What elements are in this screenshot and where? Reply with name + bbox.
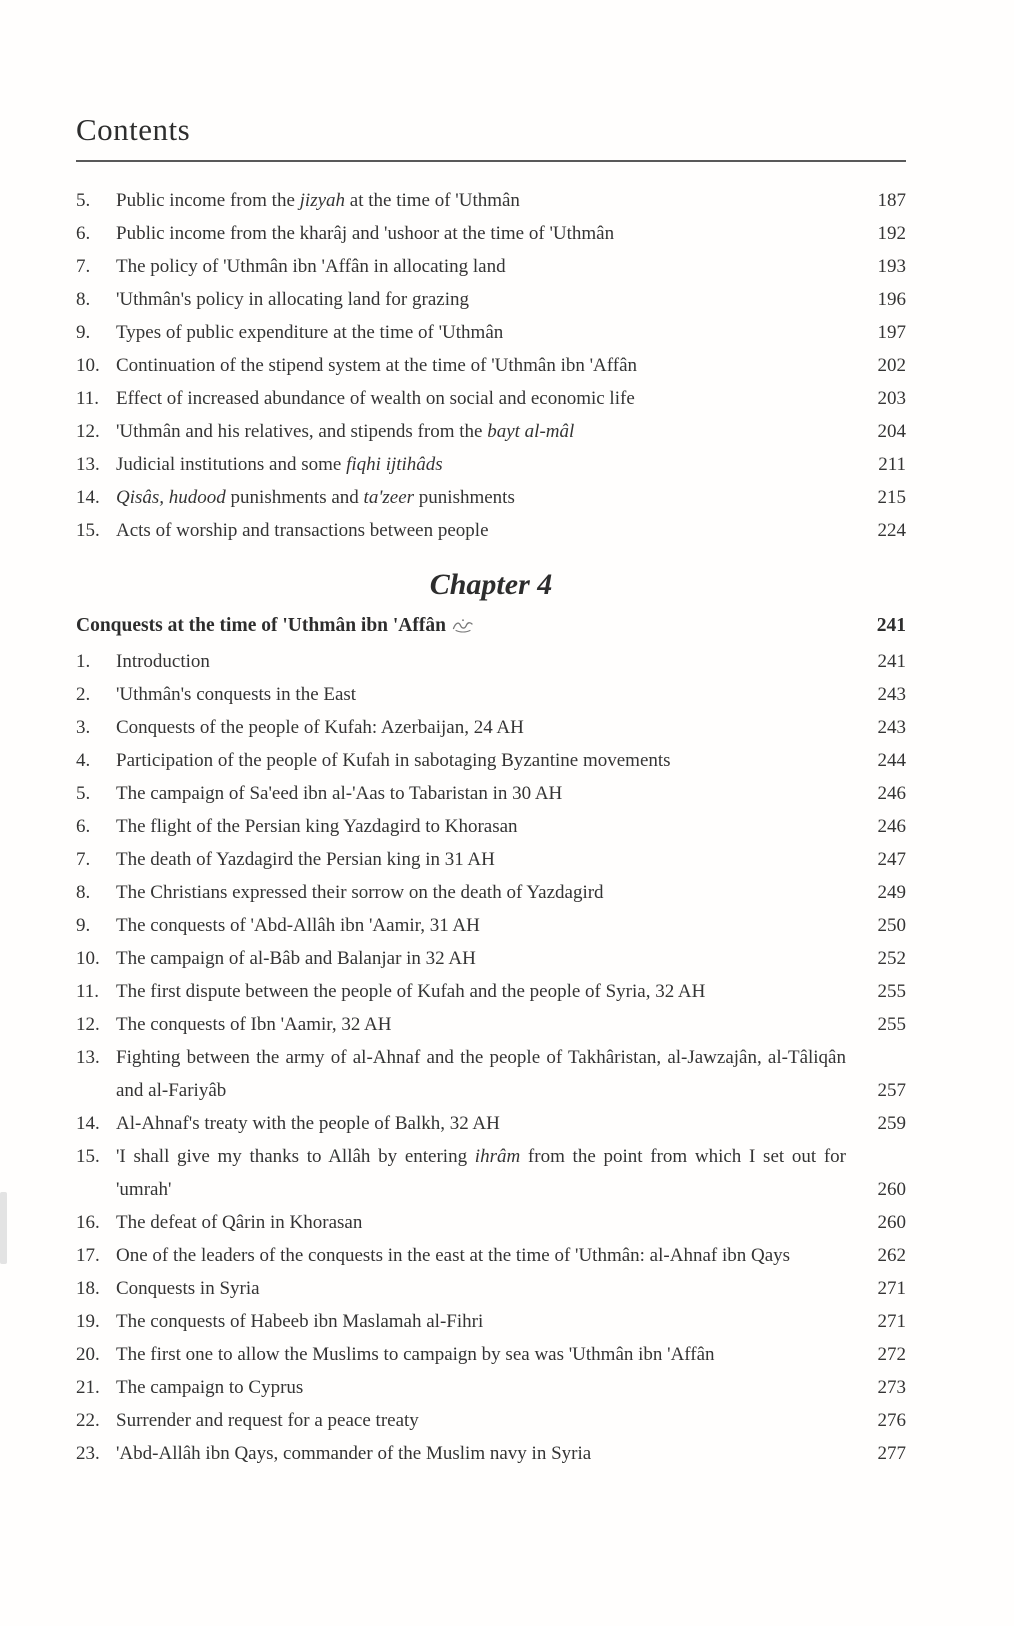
entry-number: 12. xyxy=(76,421,100,442)
entry-page: 255 xyxy=(877,981,906,1002)
toc-entry xyxy=(76,744,906,777)
entry-number: 7. xyxy=(76,256,91,277)
entry-page: 192 xyxy=(877,223,906,244)
entry-number: 1. xyxy=(76,651,91,672)
entry-text-part: from the point from which I set out for 'umrah' xyxy=(116,1146,846,1200)
entry-number: 8. xyxy=(76,289,91,310)
entry-text-part: Types of public expenditure at the time of 'Uthmân xyxy=(116,322,504,343)
entry-text xyxy=(116,1437,860,1470)
entry-text-part: Judicial institutions and some xyxy=(116,454,347,475)
entry-text-part: Introduction xyxy=(116,651,210,672)
entry-number: 15. xyxy=(76,520,100,541)
entry-number: 4. xyxy=(76,750,91,771)
entry-text-part: Conquests in Syria xyxy=(116,1278,260,1299)
entry-page: 276 xyxy=(877,1410,906,1431)
entry-page: 259 xyxy=(877,1113,906,1134)
toc-entry xyxy=(76,1272,906,1305)
entry-text-part: 'I shall give my thanks to Allâh by entering xyxy=(116,1146,475,1167)
entry-text-part: Surrender and request for a peace treaty xyxy=(116,1410,419,1431)
entry-text xyxy=(116,1371,860,1404)
toc-entry xyxy=(76,481,906,514)
toc-entry xyxy=(76,975,906,1008)
entry-text xyxy=(116,184,860,217)
toc-entry xyxy=(76,1140,906,1206)
entry-page: 271 xyxy=(877,1278,906,1299)
entry-number: 11. xyxy=(76,981,100,1002)
toc-entry xyxy=(76,448,906,481)
entry-number: 9. xyxy=(76,915,91,936)
toc-entry xyxy=(76,283,906,316)
entry-text-part: bayt al-mâl xyxy=(487,421,575,442)
entry-text-part: punishments xyxy=(414,487,515,508)
entry-text xyxy=(116,744,860,777)
entry-text-part: jizyah xyxy=(299,190,346,211)
toc-entry xyxy=(76,876,906,909)
entry-text xyxy=(116,678,860,711)
toc-entry xyxy=(76,909,906,942)
toc-entry xyxy=(76,942,906,975)
chapter-title: Conquests at the time of 'Uthmân ibn 'Affân xyxy=(76,615,446,636)
entry-text xyxy=(116,810,860,843)
entry-text-part: fiqhi ijtihâds xyxy=(346,454,443,475)
entry-number: 12. xyxy=(76,1014,100,1035)
entry-page: 243 xyxy=(877,684,906,705)
toc-entry xyxy=(76,250,906,283)
entry-number: 11. xyxy=(76,388,100,409)
entry-text-part: The conquests of 'Abd-Allâh ibn 'Aamir, 31 AH xyxy=(116,915,480,936)
toc-entry xyxy=(76,1371,906,1404)
entry-number: 7. xyxy=(76,849,91,870)
entry-page: 247 xyxy=(877,849,906,870)
entry-text-part: The campaign to Cyprus xyxy=(116,1377,304,1398)
entry-text xyxy=(116,1008,860,1041)
toc-entry xyxy=(76,645,906,678)
entry-number: 14. xyxy=(76,487,100,508)
entry-page: 262 xyxy=(877,1245,906,1266)
toc-entry xyxy=(76,1041,906,1107)
entry-text xyxy=(116,1239,860,1272)
entry-page: 193 xyxy=(877,256,906,277)
entry-page: 272 xyxy=(877,1344,906,1365)
entry-text xyxy=(116,514,860,547)
entry-number: 18. xyxy=(76,1278,100,1299)
toc-entry xyxy=(76,184,906,217)
entry-text-part: at the time of 'Uthmân xyxy=(345,190,520,211)
entry-page: 271 xyxy=(877,1311,906,1332)
toc-entry xyxy=(76,1206,906,1239)
entry-number: 10. xyxy=(76,355,100,376)
entry-text-part: The conquests of Ibn 'Aamir, 32 AH xyxy=(116,1014,392,1035)
entry-page: 257 xyxy=(877,1080,906,1101)
entry-text xyxy=(116,1305,860,1338)
chapter-title-wrap xyxy=(76,609,860,643)
entry-text-part: Participation of the people of Kufah in sabotaging Byzantine movements xyxy=(116,750,671,771)
toc-entry xyxy=(76,777,906,810)
entry-text-part: The conquests of Habeeb ibn Maslamah al-Fihri xyxy=(116,1311,484,1332)
entry-text-part: Effect of increased abundance of wealth on social and economic life xyxy=(116,388,635,409)
entry-text-part: ihrâm xyxy=(474,1146,521,1167)
entry-text xyxy=(116,415,860,448)
entry-page: 273 xyxy=(877,1377,906,1398)
entry-number: 20. xyxy=(76,1344,100,1365)
entry-text-part: The death of Yazdagird the Persian king in 31 AH xyxy=(116,849,495,870)
entry-text xyxy=(116,448,860,481)
entry-text xyxy=(116,1404,860,1437)
entry-number: 5. xyxy=(76,783,91,804)
entry-text xyxy=(116,217,860,250)
saw-calligraphy-icon xyxy=(452,609,474,643)
entry-text-part: The policy of 'Uthmân ibn 'Affân in allocating land xyxy=(116,256,506,277)
entry-page: 246 xyxy=(877,783,906,804)
entry-number: 13. xyxy=(76,1047,100,1068)
entry-text xyxy=(116,777,860,810)
entry-text xyxy=(116,1107,860,1140)
entry-text xyxy=(116,481,860,514)
entry-text xyxy=(116,645,860,678)
entry-page: 211 xyxy=(878,454,906,475)
entry-page: 196 xyxy=(877,289,906,310)
entry-text xyxy=(116,1338,860,1371)
entry-text-part: The first dispute between the people of Kufah and the people of Syria, 32 AH xyxy=(116,981,706,1002)
entry-text xyxy=(116,349,860,382)
entry-page: 250 xyxy=(877,915,906,936)
toc-entry xyxy=(76,1437,906,1470)
entry-text-part: Al-Ahnaf's treaty with the people of Balkh, 32 AH xyxy=(116,1113,500,1134)
entry-text xyxy=(116,975,860,1008)
entry-page: 197 xyxy=(877,322,906,343)
entry-page: 260 xyxy=(877,1212,906,1233)
entry-text-part: punishments and xyxy=(225,487,364,508)
entry-text xyxy=(116,942,860,975)
entry-text-part: The campaign of Sa'eed ibn al-'Aas to Tabaristan in 30 AH xyxy=(116,783,563,804)
toc-entry xyxy=(76,1008,906,1041)
toc-entry xyxy=(76,349,906,382)
entry-text-part: Conquests of the people of Kufah: Azerbaijan, 24 AH xyxy=(116,717,524,738)
entry-number: 6. xyxy=(76,816,91,837)
entry-text-part: 'Uthmân and his relatives, and stipends from the xyxy=(116,421,488,442)
entry-page: 187 xyxy=(877,190,906,211)
entry-text-part: The defeat of Qârin in Khorasan xyxy=(116,1212,363,1233)
entry-text xyxy=(116,876,860,909)
entry-number: 15. xyxy=(76,1146,100,1167)
entry-number: 2. xyxy=(76,684,91,705)
entry-text xyxy=(116,1140,860,1206)
entry-text-part: Continuation of the stipend system at the time of 'Uthmân ibn 'Affân xyxy=(116,355,637,376)
entry-text xyxy=(116,382,860,415)
entry-text xyxy=(116,283,860,316)
toc-entry xyxy=(76,1239,906,1272)
entry-number: 13. xyxy=(76,454,100,475)
entry-text-part: The Christians expressed their sorrow on the death of Yazdagird xyxy=(116,882,604,903)
entry-page: 224 xyxy=(877,520,906,541)
entry-text xyxy=(116,1272,860,1305)
entry-text xyxy=(116,316,860,349)
entry-number: 16. xyxy=(76,1212,100,1233)
entry-page: 252 xyxy=(877,948,906,969)
toc-entry xyxy=(76,382,906,415)
toc-entry xyxy=(76,316,906,349)
entry-number: 23. xyxy=(76,1443,100,1464)
entry-text-part: Acts of worship and transactions between people xyxy=(116,520,489,541)
entry-text-part: 'Uthmân's conquests in the East xyxy=(116,684,357,705)
chapter-title-row xyxy=(76,609,906,643)
entry-page: 203 xyxy=(877,388,906,409)
entry-number: 19. xyxy=(76,1311,100,1332)
entry-text-part: The first one to allow the Muslims to campaign by sea was 'Uthmân ibn 'Affân xyxy=(116,1344,715,1365)
toc-entry xyxy=(76,415,906,448)
entry-text-part: Qisâs, hudood xyxy=(116,487,226,508)
entry-number: 9. xyxy=(76,322,91,343)
entry-text xyxy=(116,1206,860,1239)
entry-text-part: One of the leaders of the conquests in the east at the time of 'Uthmân: al-Ahnaf ibn Qays xyxy=(116,1245,791,1266)
toc-entry xyxy=(76,810,906,843)
entry-page: 246 xyxy=(877,816,906,837)
entry-text xyxy=(116,711,860,744)
entry-page: 215 xyxy=(877,487,906,508)
entry-number: 3. xyxy=(76,717,91,738)
entry-number: 17. xyxy=(76,1245,100,1266)
toc-entry xyxy=(76,1107,906,1140)
entry-page: 255 xyxy=(877,1014,906,1035)
entry-text xyxy=(116,909,860,942)
entry-number: 8. xyxy=(76,882,91,903)
toc-entry xyxy=(76,217,906,250)
entry-page: 249 xyxy=(877,882,906,903)
entry-text-part: The flight of the Persian king Yazdagird to Khorasan xyxy=(116,816,518,837)
entry-page: 277 xyxy=(877,1443,906,1464)
entry-number: 10. xyxy=(76,948,100,969)
toc-entry xyxy=(76,1404,906,1437)
entry-text-part: Fighting between the army of al-Ahnaf and the people of Takhâristan, al-Jawzajân, al-Tâliqân and al-Fariyâb xyxy=(116,1047,846,1101)
entry-text-part: Public income from the kharâj and 'ushoor at the time of 'Uthmân xyxy=(116,223,615,244)
entry-number: 5. xyxy=(76,190,91,211)
entry-page: 241 xyxy=(877,651,906,672)
chapter-heading xyxy=(76,567,906,643)
entry-text xyxy=(116,843,860,876)
entry-page: 202 xyxy=(877,355,906,376)
toc-entry xyxy=(76,1338,906,1371)
chapter-page: 241 xyxy=(876,615,906,636)
title-rule xyxy=(76,160,906,162)
entry-text-part: 'Abd-Allâh ibn Qays, commander of the Muslim navy in Syria xyxy=(116,1443,592,1464)
entry-number: 21. xyxy=(76,1377,100,1398)
chapter-label: Chapter 4 xyxy=(429,568,553,601)
entry-page: 243 xyxy=(877,717,906,738)
entry-text-part: ta'zeer xyxy=(363,487,415,508)
entry-text-part: The campaign of al-Bâb and Balanjar in 32 AH xyxy=(116,948,476,969)
entry-page: 204 xyxy=(877,421,906,442)
entry-text xyxy=(116,250,860,283)
table-of-contents xyxy=(76,184,906,1470)
scan-artifact xyxy=(0,1192,7,1264)
entry-page: 244 xyxy=(877,750,906,771)
entry-text xyxy=(116,1041,860,1107)
entry-number: 6. xyxy=(76,223,91,244)
page-title: Contents xyxy=(76,112,191,147)
toc-entry xyxy=(76,678,906,711)
toc-entry xyxy=(76,711,906,744)
toc-entry xyxy=(76,843,906,876)
entry-number: 14. xyxy=(76,1113,100,1134)
entry-page: 260 xyxy=(877,1179,906,1200)
entry-number: 22. xyxy=(76,1410,100,1431)
entry-text-part: 'Uthmân's policy in allocating land for grazing xyxy=(116,289,469,310)
toc-entry xyxy=(76,514,906,547)
entry-text-part: Public income from the xyxy=(116,190,300,211)
toc-entry xyxy=(76,1305,906,1338)
